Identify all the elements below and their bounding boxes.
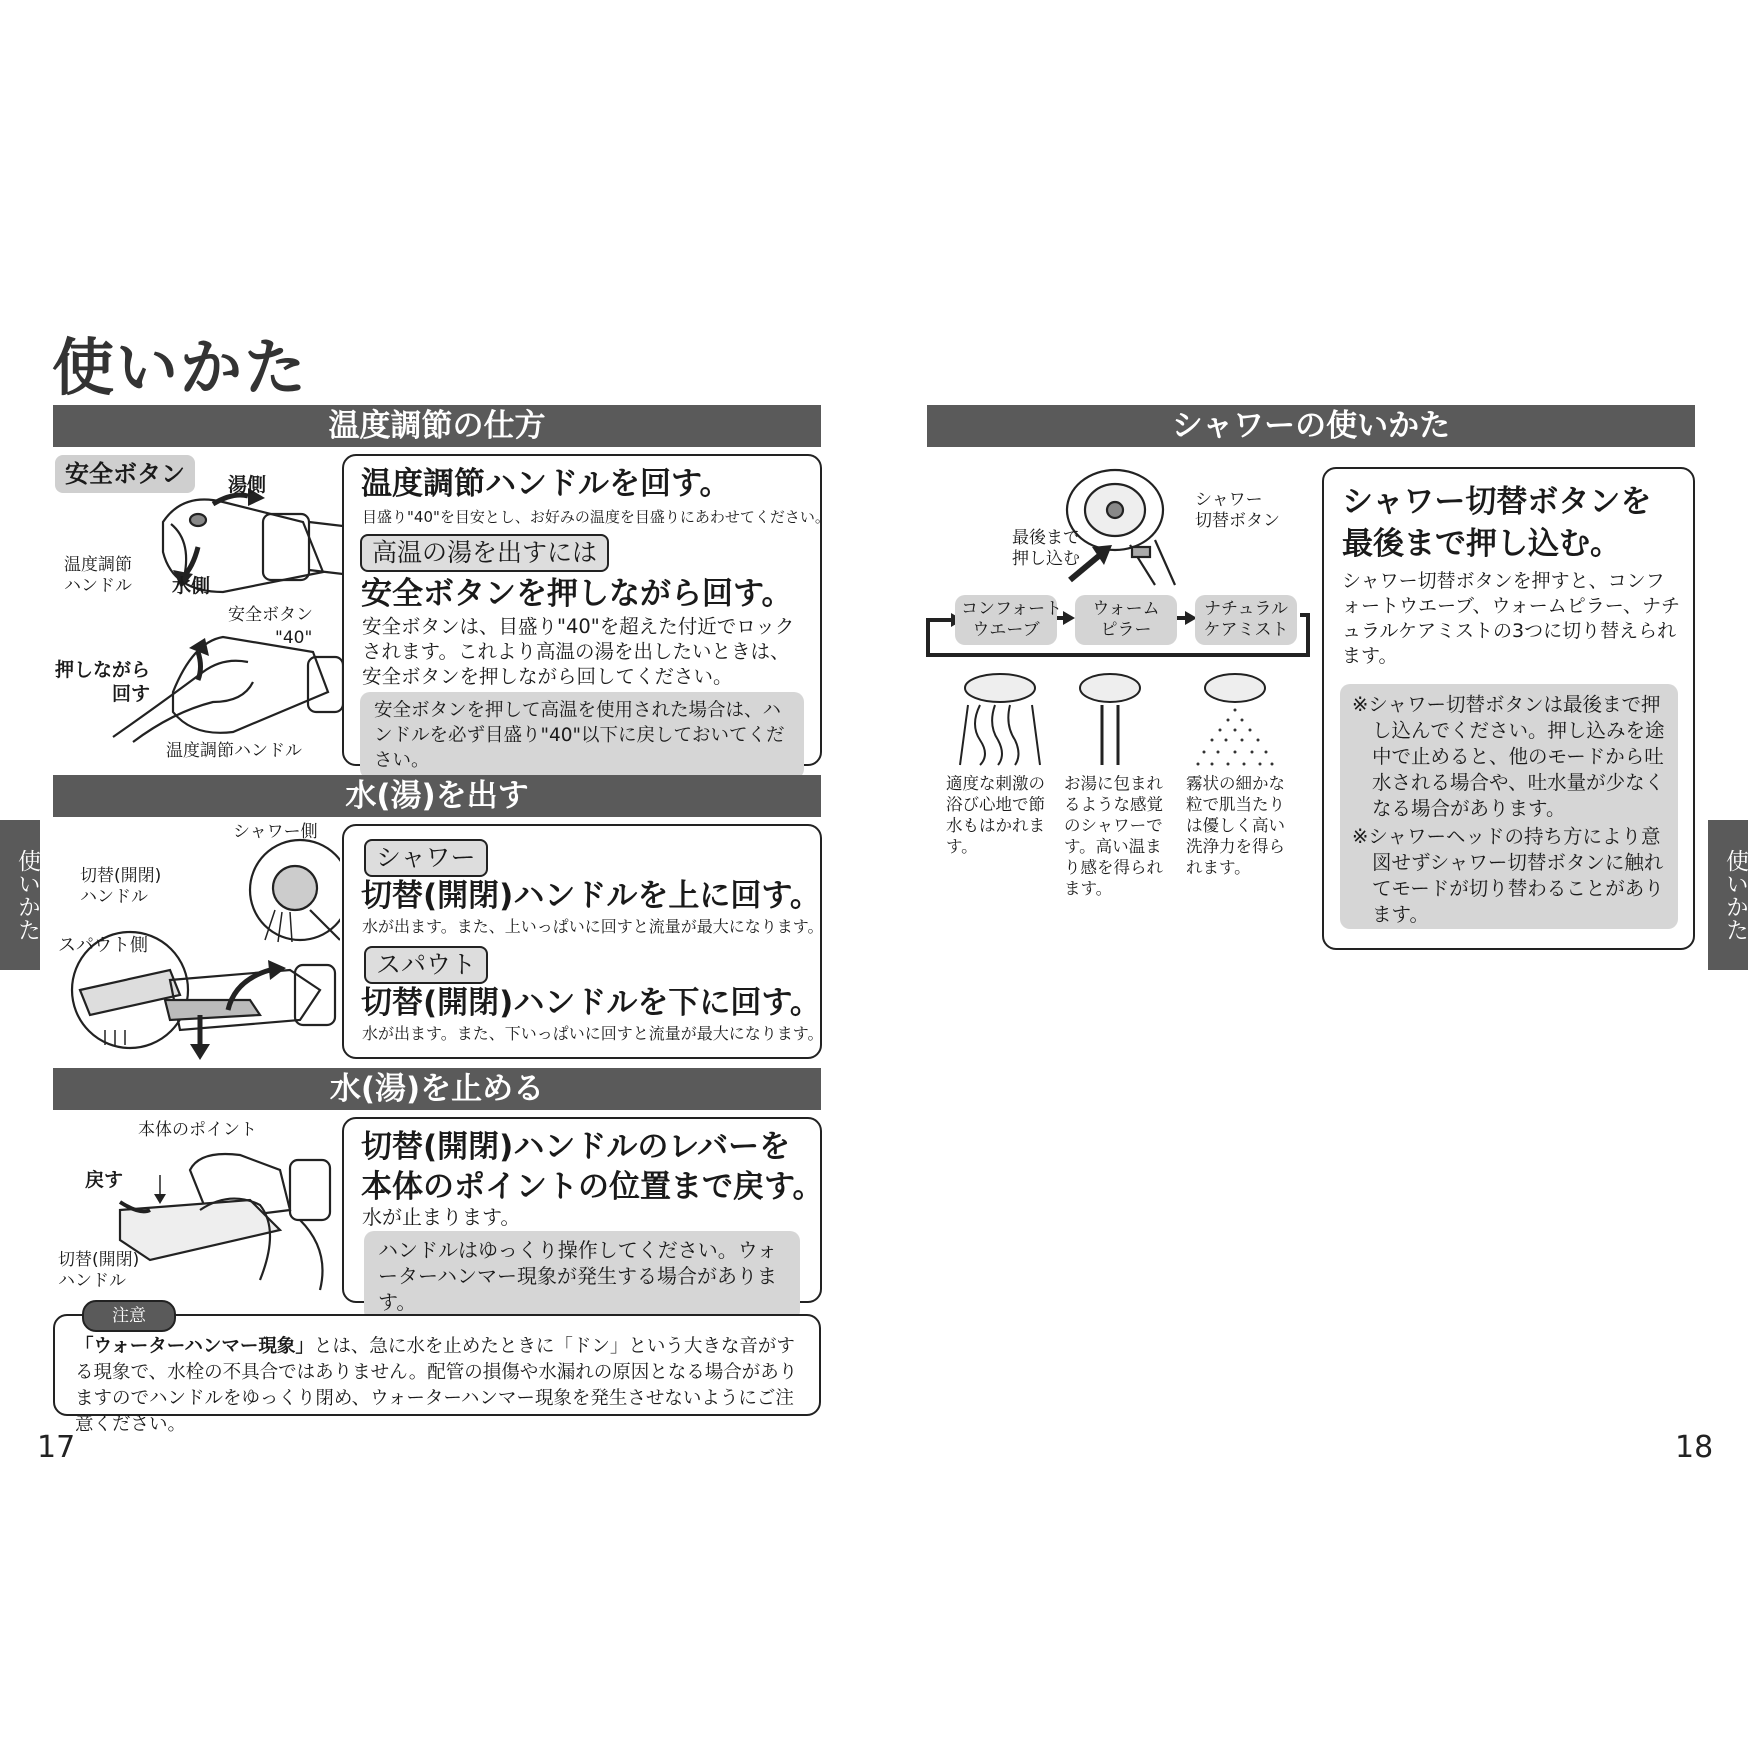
mark-40-label: "40" — [275, 628, 313, 648]
water-on-sub1: 水が出ます。また、上いっぱいに回すと流量が最大になります。 — [362, 917, 824, 936]
caution-bold: 「ウォーターハンマー現象」 — [75, 1336, 314, 1357]
mode-warm-pillar: ウォーム ピラー — [1075, 595, 1177, 645]
mode-comfort-wave: コンフォート ウエーブ — [955, 595, 1057, 645]
temp-heading2: 安全ボタンを押しながら回す。 — [361, 576, 793, 612]
water-on-heading1: 切替(開閉)ハンドルを上に回す。 — [361, 878, 821, 914]
page-number-right: 18 — [1675, 1430, 1714, 1465]
temp-handle-bottom-label: 温度調節ハンドル — [166, 741, 302, 761]
page-number-left: 17 — [37, 1430, 76, 1465]
caution-label: 注意 — [82, 1300, 176, 1332]
temp-panel — [342, 454, 830, 771]
shower-note-1: ※シャワー切替ボタンは最後まで押し込んでください。押し込みを途中で止めると、他のモードから吐水される場合や、吐水量が少なくなる場合があります。 — [1352, 693, 1665, 820]
shower-notes — [1340, 684, 1678, 929]
spout-side-label: スパウト側 — [58, 935, 148, 956]
shower-panel — [1322, 467, 1695, 950]
caution-text: とは、急に水を止めたときに「ドン」という大きな音がする現象で、水栓の不具合ではありません。配管の損傷や水漏れの原因となる場合がありますのでハンドルをゆっくり閉め、ウォーターハンマー現象を発生させないようにご注意ください。 — [75, 1336, 798, 1435]
side-tab-left: 使いかた — [0, 820, 40, 970]
temp-handle-label: 温度調節 ハンドル — [64, 555, 132, 596]
water-on-header: 水(湯)を出す — [53, 775, 821, 817]
mode-desc-warm-pillar: お湯に包まれるような感覚のシャワーです。高い温まり感を得られます。 — [1064, 774, 1163, 898]
temp-note: 安全ボタンを押して高温を使用された場合は、ハンドルを必ず目盛り"40"以下に戻しておいてください。 — [360, 692, 804, 779]
temp-heading: 温度調節ハンドルを回す。 — [361, 466, 731, 502]
shower-side-label: シャワー側 — [233, 822, 318, 842]
water-off-panel — [342, 1117, 824, 1314]
shower-note-2: ※シャワーヘッドの持ち方により意図せずシャワー切替ボタンに触れてモードが切り替わることがあります。 — [1352, 825, 1664, 926]
body-point-label: 本体のポイント — [138, 1120, 257, 1140]
cold-side-label: 水側 — [172, 575, 211, 597]
mode-desc-comfort-wave: 適度な刺激の浴び心地で節水もはかれます。 — [946, 774, 1045, 856]
water-on-sub2: 水が出ます。また、下いっぱいに回すと流量が最大になります。 — [362, 1024, 824, 1043]
safety-button-label: 安全ボタン — [228, 605, 313, 625]
page-title: 使いかた — [52, 331, 309, 404]
push-turn-label: 押しながら 回す — [55, 659, 151, 705]
safety-button-tag: 安全ボタン — [55, 455, 195, 493]
spray-patterns — [950, 670, 1300, 770]
shower-section-header: シャワーの使いかた — [927, 405, 1695, 447]
side-tab-right: 使いかた — [1708, 820, 1748, 970]
switch-button-label: シャワー 切替ボタン — [1195, 490, 1280, 531]
temp-section-header: 温度調節の仕方 — [53, 405, 821, 447]
shower-heading: シャワー切替ボタンを 最後まで押し込む。 — [1342, 484, 1652, 562]
water-off-heading: 切替(開閉)ハンドルのレバーを 本体のポイントの位置まで戻す。 — [361, 1129, 824, 1205]
water-off-sub: 水が止まります。 — [362, 1205, 521, 1229]
water-off-note: ハンドルはゆっくり操作してください。ウォーターハンマー現象が発生する場合があります。 — [364, 1231, 800, 1321]
off-switch-handle-label: 切替(開閉) ハンドル — [58, 1250, 140, 1291]
shower-tag: シャワー — [364, 839, 488, 877]
mode-natural-care-mist: ナチュラル ケアミスト — [1195, 595, 1297, 645]
high-temp-tag: 高温の湯を出すには — [360, 534, 609, 572]
water-off-header: 水(湯)を止める — [53, 1068, 821, 1110]
hot-side-label: 湯側 — [228, 474, 267, 496]
mode-desc-natural-care-mist: 霧状の細かな粒で肌当たりは優しく高い洗浄力を得られます。 — [1186, 774, 1285, 877]
water-on-panel — [342, 824, 822, 1059]
shower-body: シャワー切替ボタンを押すと、コンフォートウエーブ、ウォームピラー、ナチュラルケアミストの3つに切り替えられます。 — [1342, 570, 1681, 667]
push-all-way-label: 最後まで 押し込む — [1012, 528, 1080, 569]
spout-tag: スパウト — [364, 946, 488, 984]
water-on-heading2: 切替(開閉)ハンドルを下に回す。 — [361, 985, 821, 1021]
switch-handle-label: 切替(開閉) ハンドル — [80, 866, 162, 907]
temp-body: 安全ボタンは、目盛り"40"を超えた付近でロックされます。これより高温の湯を出したいときは、安全ボタンを押しながら回してください。 — [362, 615, 795, 688]
return-label: 戻す — [85, 1169, 124, 1191]
temp-sub: 目盛り"40"を目安とし、お好みの温度を目盛りにあわせてください。 — [362, 508, 830, 526]
caution-text-wrap — [75, 1334, 801, 1438]
